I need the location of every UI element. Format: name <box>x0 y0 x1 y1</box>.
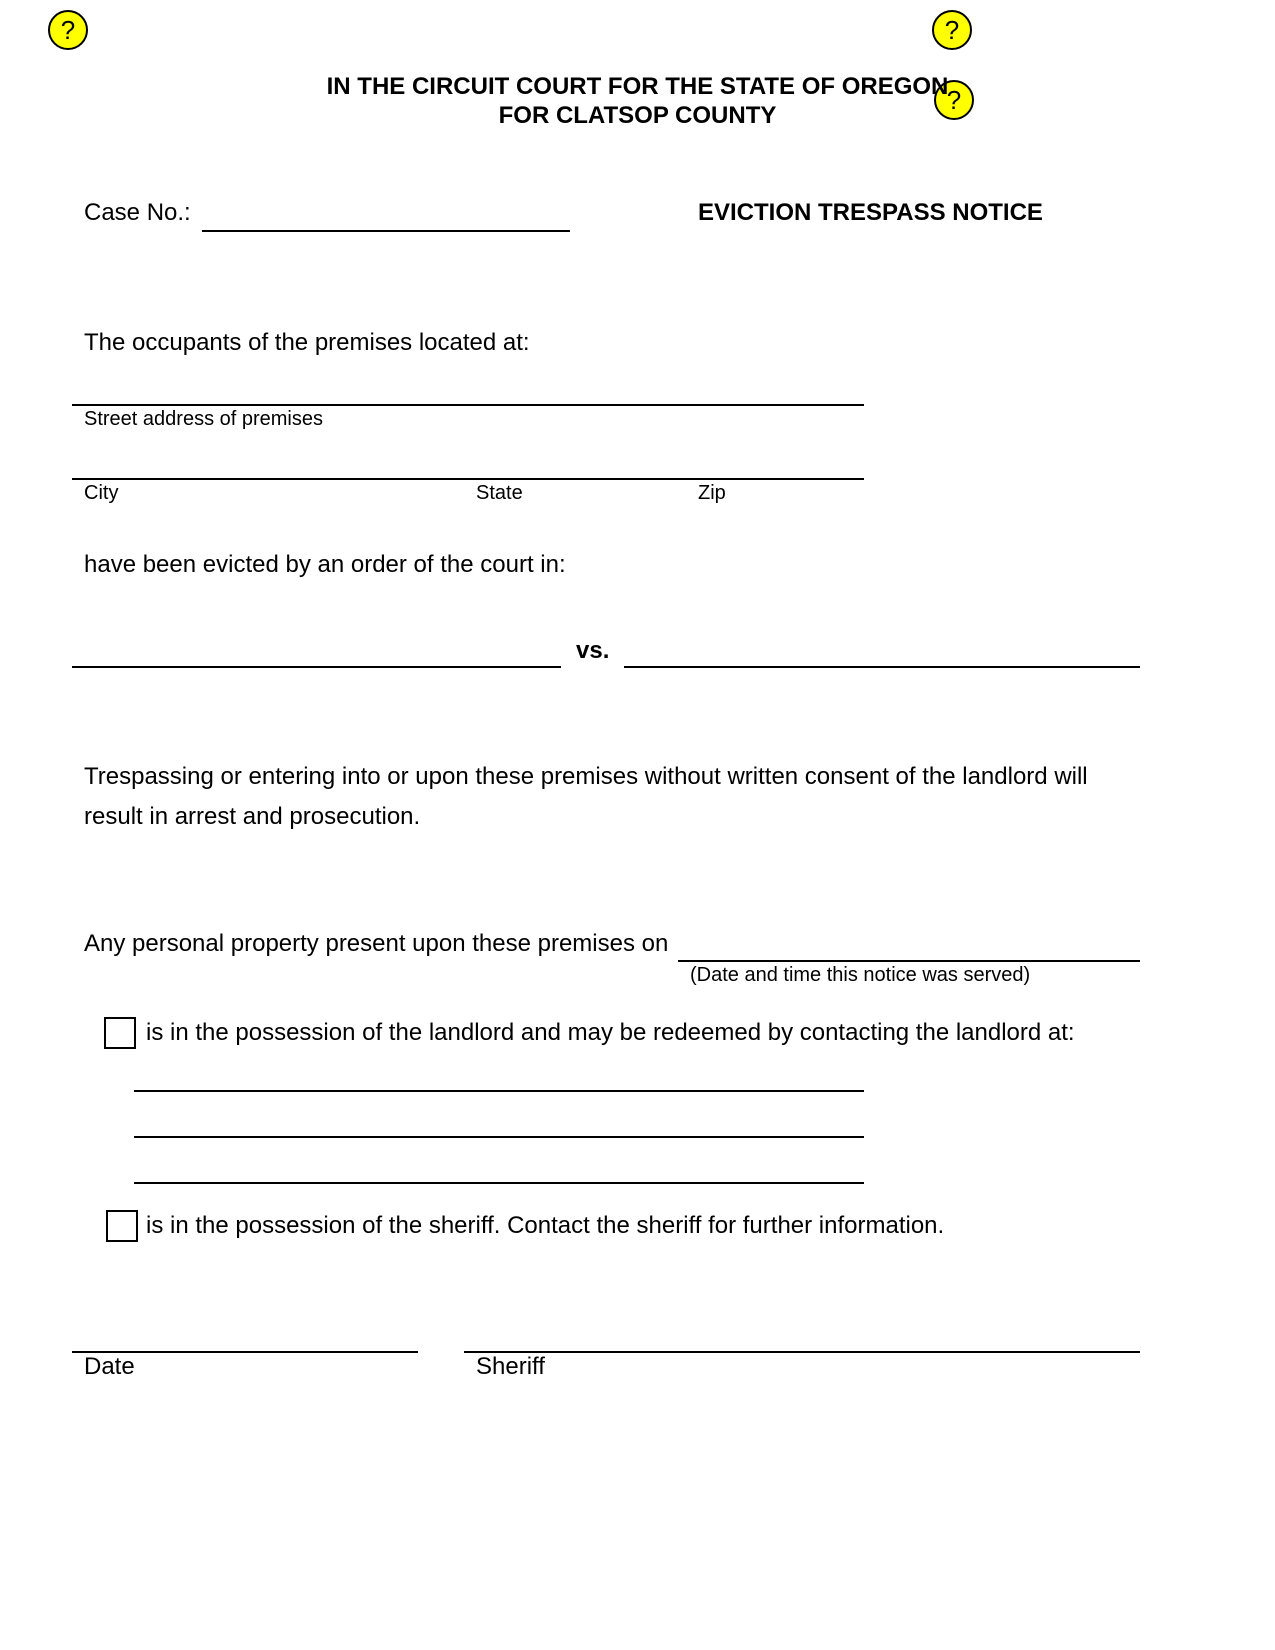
landlord-contact-underline-3 <box>134 1182 864 1184</box>
property-text: Any personal property present upon these premises on <box>84 930 669 957</box>
served-date-underline <box>678 960 1140 962</box>
state-caption: State <box>476 482 523 504</box>
case-number-underline <box>202 230 570 232</box>
street-address-input[interactable] <box>74 370 866 404</box>
defendant-underline <box>624 666 1140 668</box>
case-number-label: Case No.: <box>84 199 191 226</box>
landlord-checkbox[interactable] <box>104 1017 136 1049</box>
sheriff-checkbox[interactable] <box>106 1210 138 1242</box>
defendant-input[interactable] <box>626 630 1142 664</box>
sheriff-signature-caption: Sheriff <box>476 1353 545 1380</box>
notice-title: EVICTION TRESPASS NOTICE <box>698 199 1043 226</box>
case-number-input[interactable] <box>204 196 574 230</box>
landlord-contact-underline-2 <box>134 1136 864 1138</box>
plaintiff-input[interactable] <box>74 630 562 664</box>
served-date-input[interactable] <box>680 925 1140 959</box>
city-caption: City <box>84 482 119 504</box>
help-icon-top-right[interactable] <box>932 10 972 50</box>
street-address-underline <box>72 404 864 406</box>
help-icon-top-left[interactable] <box>48 10 88 50</box>
zip-input[interactable] <box>698 444 866 478</box>
signature-date-caption: Date <box>84 1353 135 1380</box>
landlord-option-text: is in the possession of the landlord and may be redeemed by contacting the landlord at: <box>146 1019 1075 1046</box>
city-state-zip-underline <box>72 478 864 480</box>
landlord-contact-line3-input[interactable] <box>136 1148 866 1182</box>
court-header-line2: FOR CLATSOP COUNTY <box>498 102 777 129</box>
landlord-contact-underline-1 <box>134 1090 864 1092</box>
state-input[interactable] <box>476 444 690 478</box>
sheriff-signature-input[interactable] <box>466 1316 1140 1350</box>
question-mark-icon <box>938 16 966 44</box>
signature-date-input[interactable] <box>74 1316 418 1350</box>
premises-intro: The occupants of the premises located at: <box>84 329 530 356</box>
court-header-line1: IN THE CIRCUIT COURT FOR THE STATE OF OREGON <box>326 73 949 100</box>
landlord-contact-line2-input[interactable] <box>136 1102 866 1136</box>
svg-text:?: ? <box>946 86 962 114</box>
zip-caption: Zip <box>698 482 726 504</box>
svg-text:?: ? <box>944 16 960 44</box>
served-date-caption: (Date and time this notice was served) <box>690 964 1031 986</box>
city-input[interactable] <box>74 444 468 478</box>
vs-label: vs. <box>576 637 610 664</box>
sheriff-signature-underline <box>464 1351 1140 1353</box>
svg-text:?: ? <box>60 16 76 44</box>
trespass-warning-line2: result in arrest and prosecution. <box>84 803 421 830</box>
sheriff-option-text: is in the possession of the sheriff. Contact the sheriff for further information. <box>146 1212 945 1239</box>
question-mark-icon <box>54 16 82 44</box>
street-address-caption: Street address of premises <box>84 408 323 430</box>
plaintiff-underline <box>72 666 561 668</box>
landlord-contact-line1-input[interactable] <box>136 1056 866 1090</box>
eviction-text: have been evicted by an order of the court in: <box>84 551 566 578</box>
trespass-warning-line1: Trespassing or entering into or upon these premises without written consent of the landlord will <box>84 763 1088 790</box>
